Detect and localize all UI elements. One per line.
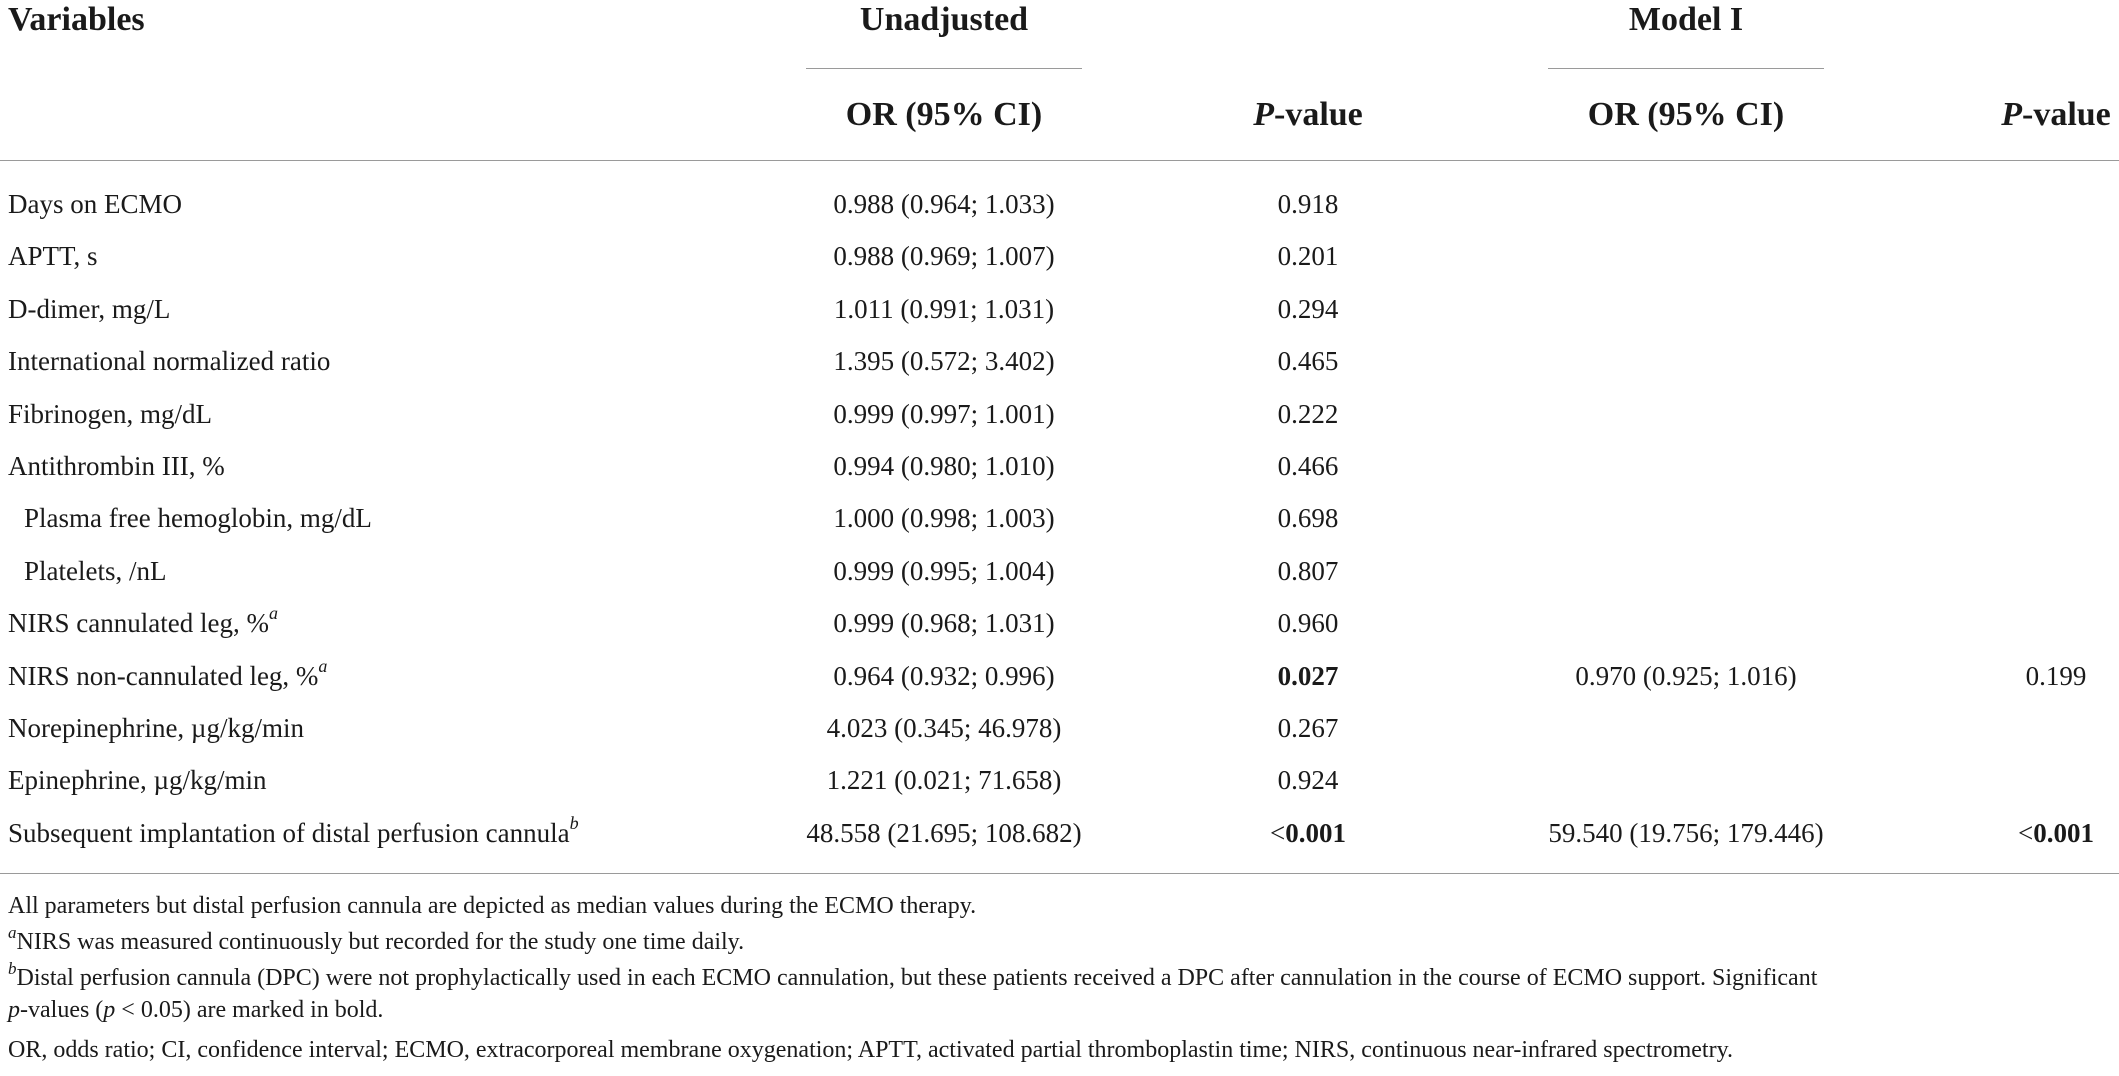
footnote-b: $^b$Distal perfusion cannula (DPC) were not prophylactically used in each ECMO cannulation, but these patients received a DPC after cannulation in the course of ECMO support. Significant p-values (p < 0.05) are marked in bold. <box>8 959 1818 1023</box>
cell-pvalue-model-1: <0.001 <box>2018 817 2094 848</box>
cell-pvalue-unadjusted: 0.918 <box>1277 189 1339 219</box>
cell-variable: APTT, s <box>8 241 98 272</box>
table-row <box>0 650 2119 702</box>
cell-variable: Platelets, /nL <box>24 555 167 586</box>
table-row <box>0 283 2119 335</box>
cell-or-ci-unadjusted: 0.999 (0.968; 1.031) <box>833 608 1055 639</box>
cell-variable: International normalized ratio <box>8 346 331 377</box>
header-or-ci-unadjusted: OR (95% CI) <box>845 96 1043 133</box>
cell-pvalue-unadjusted: 0.027 <box>1277 660 1339 691</box>
cell-variable: Antithrombin III, % <box>8 451 225 481</box>
table-row <box>0 702 2119 754</box>
cell-pvalue-model-1: 0.199 <box>2025 660 2087 691</box>
cell-or-ci-model-1: 59.540 (19.756; 179.446) <box>1548 817 1824 848</box>
unadjusted-group-rule <box>806 68 1082 69</box>
cell-variable: D-dimer, mg/L <box>8 293 171 324</box>
cell-or-ci-unadjusted: 0.999 (0.995; 1.004) <box>833 555 1055 586</box>
cell-pvalue-unadjusted: 0.222 <box>1277 398 1339 429</box>
cell-variable: NIRS non-cannulated leg, %$^a$ <box>8 655 328 691</box>
cell-pvalue-unadjusted: 0.466 <box>1277 451 1339 481</box>
header-pvalue-unadjusted: P-value <box>1253 96 1363 133</box>
cell-or-ci-unadjusted: 0.999 (0.997; 1.001) <box>833 398 1055 429</box>
header-unadjusted: Unadjusted <box>859 1 1029 38</box>
cell-pvalue-unadjusted: 0.924 <box>1277 765 1339 796</box>
cell-variable: Subsequent implantation of distal perfusion cannula$^b$ <box>8 812 579 848</box>
table-row <box>0 178 2119 230</box>
cell-variable: Norepinephrine, µg/kg/min <box>8 713 304 743</box>
cell-variable: Epinephrine, µg/kg/min <box>8 765 267 796</box>
cell-or-ci-unadjusted: 0.994 (0.980; 1.010) <box>833 451 1055 481</box>
cell-or-ci-unadjusted: 48.558 (21.695; 108.682) <box>806 817 1082 848</box>
cell-variable: Plasma free hemoglobin, mg/dL <box>24 503 372 534</box>
table-row <box>0 492 2119 544</box>
cell-pvalue-unadjusted: 0.960 <box>1277 608 1339 639</box>
model-1-group-rule <box>1548 68 1824 69</box>
footnote-a: $^a$NIRS was measured continuously but recorded for the study one time daily. <box>8 923 745 955</box>
cell-pvalue-unadjusted: 0.807 <box>1277 555 1339 586</box>
table-row <box>0 335 2119 387</box>
table-row <box>0 807 2119 859</box>
cell-or-ci-unadjusted: 1.395 (0.572; 3.402) <box>833 346 1055 377</box>
header-variables: Variables <box>8 1 145 38</box>
table-row <box>0 597 2119 649</box>
cell-or-ci-unadjusted: 1.221 (0.021; 71.658) <box>826 765 1062 796</box>
table-row <box>0 230 2119 282</box>
cell-pvalue-unadjusted: 0.465 <box>1277 346 1339 377</box>
table-row <box>0 754 2119 806</box>
cell-or-ci-unadjusted: 0.988 (0.969; 1.007) <box>833 241 1055 272</box>
cell-pvalue-unadjusted: 0.698 <box>1277 503 1339 534</box>
header-or-ci-model-1: OR (95% CI) <box>1587 96 1785 133</box>
table-row <box>0 440 2119 492</box>
cell-variable: Fibrinogen, mg/dL <box>8 398 212 429</box>
cell-pvalue-unadjusted: 0.267 <box>1277 713 1339 743</box>
header-model-1: Model I <box>1628 1 1744 38</box>
cell-or-ci-model-1: 0.970 (0.925; 1.016) <box>1575 660 1797 691</box>
cell-variable: NIRS cannulated leg, %$^a$ <box>8 603 278 639</box>
cell-variable: Days on ECMO <box>8 189 182 219</box>
table-row <box>0 388 2119 440</box>
table-row <box>0 545 2119 597</box>
cell-or-ci-unadjusted: 4.023 (0.345; 46.978) <box>826 713 1062 743</box>
footnote-general: All parameters but distal perfusion cannula are depicted as median values during the ECMO therapy. <box>8 893 977 919</box>
cell-or-ci-unadjusted: 0.964 (0.932; 0.996) <box>833 660 1055 691</box>
header-bottom-rule <box>0 160 2119 161</box>
cell-or-ci-unadjusted: 1.000 (0.998; 1.003) <box>833 503 1055 534</box>
cell-or-ci-unadjusted: 1.011 (0.991; 1.031) <box>833 293 1055 324</box>
table-bottom-rule <box>0 873 2119 874</box>
cell-pvalue-unadjusted: 0.201 <box>1277 241 1339 272</box>
cell-pvalue-unadjusted: 0.294 <box>1277 293 1339 324</box>
cell-or-ci-unadjusted: 0.988 (0.964; 1.033) <box>833 189 1055 219</box>
cell-pvalue-unadjusted: <0.001 <box>1270 817 1346 848</box>
header-pvalue-model-1: P-value <box>2001 96 2111 133</box>
footnote-abbreviations: OR, odds ratio; CI, confidence interval; ECMO, extracorporeal membrane oxygenation; APTT, activated partial thromboplastin time; NIRS, continuous near-infrared spectrometry. <box>8 1037 1734 1063</box>
